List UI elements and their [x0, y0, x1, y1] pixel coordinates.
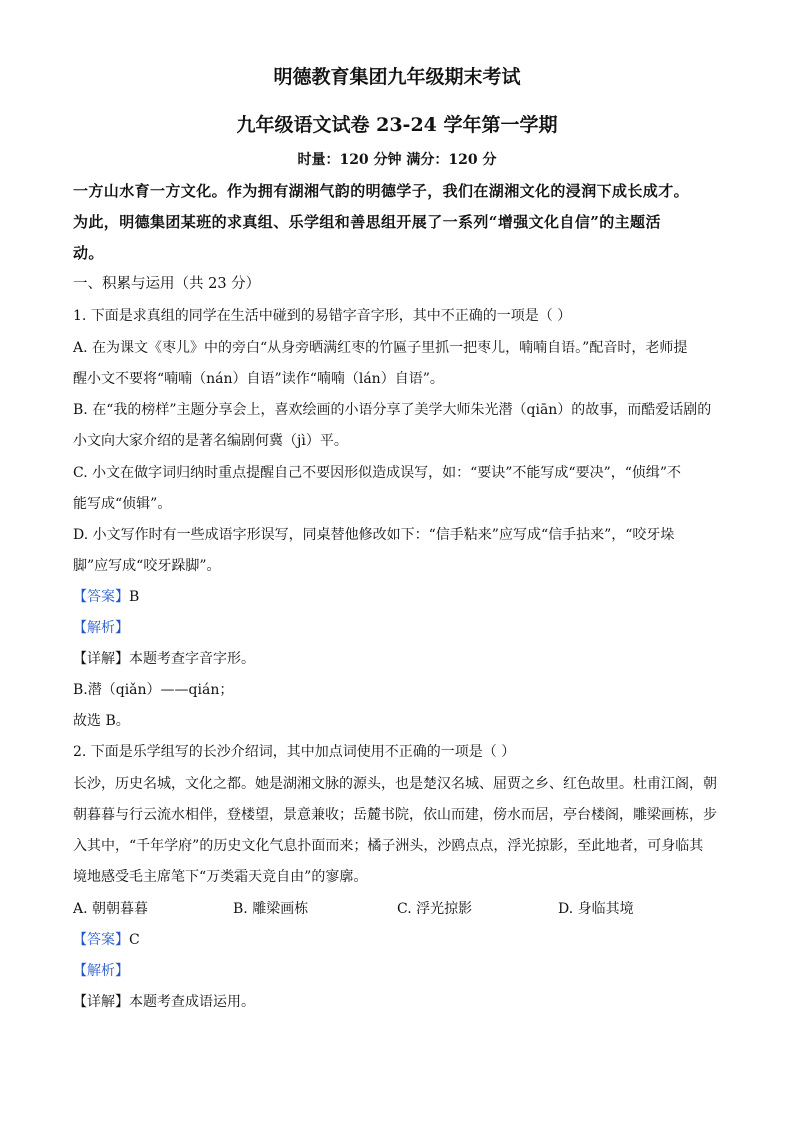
q2-option-d: D. 身临其境	[558, 901, 634, 917]
q2-passage-line: 朝暮暮与行云流水相伴，登楼望，景意兼收；岳麓书院，依山而建，傍水而居，亭台楼阁，雕梁画栋，步	[73, 807, 717, 823]
analysis-tag: 【解析】	[73, 620, 129, 636]
q1-option-b: 小文向大家介绍的是著名编剧何冀（jì）平。	[73, 433, 348, 449]
answer-tag: 【答案】	[73, 932, 129, 948]
q1-analysis	[73, 618, 733, 638]
q1-detail	[73, 649, 733, 669]
time-and-score: 时量：120 分钟 满分：120 分	[297, 152, 497, 168]
q1-answer	[73, 587, 733, 607]
q1-detail-line: B.潜（qiǎn）——qián；	[73, 682, 234, 698]
q1-option-c: 能写成“侦辑”。	[73, 496, 172, 512]
q1-option-d: D. 小文写作时有一些成语字形误写，同桌替他修改如下：“信手粘来”应写成“信手拈来”，“咬牙垛	[73, 527, 675, 543]
exam-title: 明德教育集团九年级期末考试	[273, 66, 521, 88]
exam-subtitle: 九年级语文试卷 23-24 学年第一学期	[236, 114, 558, 136]
q2-option-b: B. 雕梁画栋	[233, 901, 309, 917]
answer-value: B	[129, 589, 140, 605]
detail-tag: 【详解】	[73, 651, 129, 667]
question-1-stem: 1. 下面是求真组的同学在生活中碰到的易错字音字形，其中不正确的一项是（ ）	[73, 308, 572, 324]
detail-tag: 【详解】	[73, 994, 129, 1010]
q1-detail-line: 故选 B。	[73, 713, 130, 729]
section-heading: 一、积累与运用（共 23 分）	[73, 276, 261, 292]
q2-option-a: A. 朝朝暮暮	[73, 901, 149, 917]
q1-option-c: C. 小文在做字词归纳时重点提醒自己不要因形似造成误写，如：“要诀”不能写成“要决”，“侦缉”不	[73, 465, 682, 481]
q2-analysis	[73, 961, 733, 981]
answer-value: C	[129, 932, 140, 948]
analysis-tag: 【解析】	[73, 963, 129, 979]
q2-answer	[73, 930, 733, 950]
q2-passage-line: 长沙，历史名城，文化之都。她是湖湘文脉的源头，也是楚汉名城、屈贾之乡、红色故里。杜甫江阁，朝	[73, 776, 717, 792]
intro-line: 一方山水育一方文化。作为拥有湖湘气韵的明德学子，我们在湖湘文化的浸润下成长成才。	[73, 182, 690, 200]
q1-option-a: A. 在为课文《枣儿》中的旁白“从身旁晒满红枣的竹匾子里抓一把枣儿，喃喃自语。”配音时，老师提	[73, 340, 688, 356]
detail-text: 本题考查字音字形。	[129, 651, 255, 667]
question-2-stem: 2. 下面是乐学组写的长沙介绍词，其中加点词使用不正确的一项是（ ）	[73, 744, 516, 760]
q1-option-d: 脚”应写成“咬牙跺脚”。	[73, 558, 221, 574]
detail-text: 本题考查成语运用。	[129, 994, 255, 1010]
answer-tag: 【答案】	[73, 589, 129, 605]
intro-line: 为此，明德集团某班的求真组、乐学组和善思组开展了一系列“增强文化自信”的主题活	[73, 213, 661, 231]
intro-line: 动。	[73, 244, 104, 262]
q2-passage-line: 入其中，“千年学府”的历史文化气息扑面而来；橘子洲头，沙鸥点点，浮光掠影，至此地者，可身临其	[73, 838, 704, 854]
q2-option-c: C. 浮光掠影	[397, 901, 473, 917]
q2-passage-line: 境地感受毛主席笔下“万类霜天竞自由”的寥廓。	[73, 869, 368, 885]
q1-option-a: 醒小文不要将“喃喃（nán）自语”读作“喃喃（lán）自语”。	[73, 371, 444, 387]
q2-detail	[73, 992, 733, 1012]
q1-option-b: B. 在“我的榜样”主题分享会上，喜欢绘画的小语分享了美学大师朱光潜（qiān）的故事，而酷爱话剧的	[73, 402, 712, 418]
